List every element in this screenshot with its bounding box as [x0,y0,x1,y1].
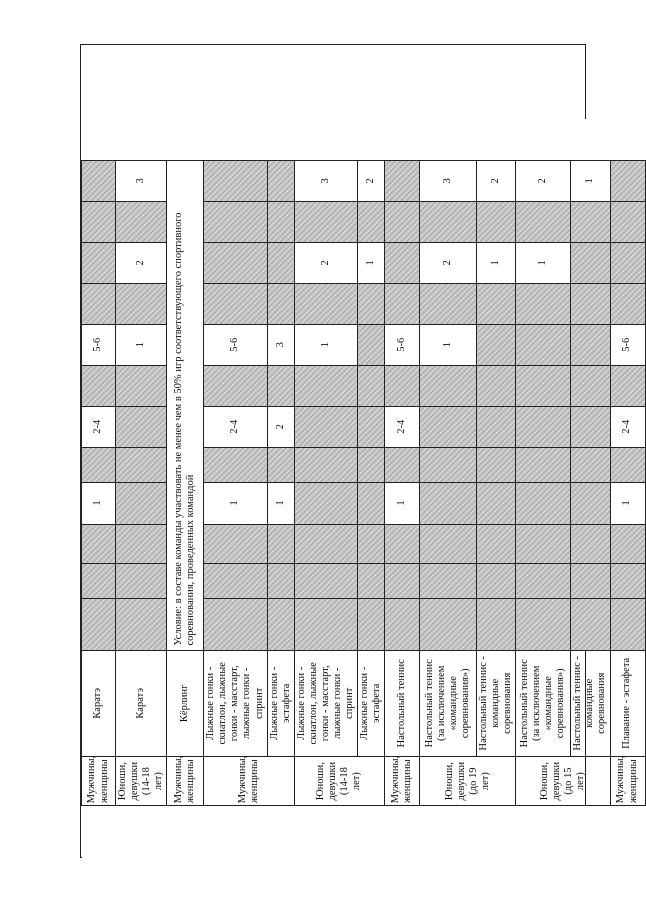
margin-cell [385,119,420,160]
shaded-cell [82,365,116,406]
shaded-cell [420,564,477,599]
margin-cell [167,119,204,160]
place-value-cell: 2-4 [204,406,267,447]
table-row [571,46,610,860]
margin-cell [204,119,267,160]
shaded-cell [204,283,267,324]
shaded-cell [358,482,385,524]
shaded-cell [204,447,267,482]
shaded-cell [116,365,167,406]
shaded-cell [477,524,516,564]
shaded-cell [516,564,571,599]
shaded-cell [204,242,267,283]
shaded-cell [477,283,516,324]
shaded-cell [358,564,385,599]
place-value-cell: 5-6 [204,324,267,365]
category-cell: Юноши, девушки (14-18 лет) [116,757,167,806]
shaded-cell [477,201,516,242]
shaded-cell [477,406,516,447]
shaded-cell [267,564,294,599]
discipline-cell: Каратэ [116,650,167,757]
shaded-cell [294,482,357,524]
shaded-cell [267,599,294,650]
shaded-cell [516,365,571,406]
shaded-cell [385,242,420,283]
shaded-cell [610,447,645,482]
table-row [516,46,571,860]
shaded-cell [82,564,116,599]
shaded-cell [610,599,645,650]
shaded-cell [610,365,645,406]
shaded-cell [204,160,267,201]
place-value-cell: 2-4 [385,406,420,447]
discipline-cell: Лыжные гонки - эстафета [267,650,294,757]
place-value-cell: 5-6 [385,324,420,365]
category-cell: Юноши, девушки (до 19 лет) [420,757,516,806]
shaded-cell [516,524,571,564]
shaded-cell [294,201,357,242]
discipline-cell: Настольный теннис - командные соревнования [571,650,610,757]
place-value-cell: 1 [420,324,477,365]
shaded-cell [385,599,420,650]
place-value-cell: 2 [358,160,385,201]
shaded-cell [116,447,167,482]
place-value-cell: 1 [294,324,357,365]
shaded-cell [571,324,610,365]
margin-cell [116,119,167,160]
shaded-cell [267,283,294,324]
shaded-cell [116,201,167,242]
place-value-cell: 5-6 [82,324,116,365]
shaded-cell [571,524,610,564]
shaded-cell [204,201,267,242]
shaded-cell [82,283,116,324]
shaded-cell [267,365,294,406]
margin-cell [116,806,167,859]
shaded-cell [385,524,420,564]
shaded-cell [420,201,477,242]
place-value-cell: 1 [610,482,645,524]
shaded-cell [358,324,385,365]
shaded-cell [571,201,610,242]
place-value-cell: 5-6 [610,324,645,365]
place-value-cell: 2-4 [82,406,116,447]
table-row [267,46,294,860]
shaded-cell [610,564,645,599]
shaded-cell [116,406,167,447]
margin-cell [358,119,385,160]
shaded-cell [294,283,357,324]
shaded-cell [477,365,516,406]
place-value-cell: 1 [82,482,116,524]
margin-cell [294,119,357,160]
shaded-cell [204,365,267,406]
place-value-cell: 1 [477,242,516,283]
place-value-cell: 3 [420,160,477,201]
shaded-cell [116,482,167,524]
shaded-cell [82,524,116,564]
category-cell: Юноши, девушки (до 15 лет) [516,757,610,806]
shaded-cell [420,482,477,524]
margin-cell [420,806,477,859]
shaded-cell [420,365,477,406]
shaded-cell [204,564,267,599]
place-value-cell: 2 [267,406,294,447]
margin-cell [477,119,516,160]
shaded-cell [516,406,571,447]
table-row [204,46,267,860]
shaded-cell [477,324,516,365]
margin-cell [82,119,116,160]
margin-cell [610,119,645,160]
shaded-cell [358,447,385,482]
shaded-cell [516,482,571,524]
margin-cell [420,119,477,160]
shaded-cell [116,599,167,650]
margin-cell [267,119,294,160]
shaded-cell [267,447,294,482]
shaded-cell [358,599,385,650]
place-value-cell: 1 [116,324,167,365]
discipline-cell: Лыжные гонки - скиатлон, лыжные гонки - масстарт, лыжные гонки - спринт [204,650,267,757]
shaded-cell [82,599,116,650]
shaded-cell [385,160,420,201]
condition-note: Условие: в составе команды участвовать не менее чем в 50% игр соответствующего спортивного соревнования, проведенных командой [167,160,204,650]
shaded-cell [385,283,420,324]
discipline-cell: Настольный теннис (за исключением «командные соревнования») [420,650,477,757]
shaded-cell [610,242,645,283]
shaded-cell [358,406,385,447]
shaded-cell [610,160,645,201]
margin-cell [516,806,571,859]
shaded-cell [82,242,116,283]
margin-cell [385,806,420,859]
place-value-cell: 1 [571,160,610,201]
place-value-cell: 1 [267,482,294,524]
margin-cell [571,806,610,859]
discipline-cell: Настольный теннис - командные соревнования [477,650,516,757]
shaded-cell [82,447,116,482]
margin-cell [516,119,571,160]
place-value-cell: 1 [516,242,571,283]
shaded-cell [477,599,516,650]
discipline-cell: Настольный теннис [385,650,420,757]
shaded-cell [294,599,357,650]
category-cell: Мужчины, женщины [167,757,204,806]
place-value-cell: 2-4 [610,406,645,447]
shaded-cell [385,564,420,599]
shaded-cell [267,242,294,283]
shaded-cell [420,283,477,324]
category-cell: Мужчины, женщины [82,757,116,806]
shaded-cell [385,201,420,242]
category-cell: Мужчины, женщины [610,757,645,806]
shaded-cell [571,482,610,524]
shaded-cell [294,365,357,406]
table-row [116,46,167,860]
shaded-cell [420,406,477,447]
table-row [167,46,204,860]
shaded-cell [516,324,571,365]
table-row [294,46,357,860]
shaded-cell [204,524,267,564]
sport-ranks-table [81,45,646,859]
margin-cell [294,806,357,859]
shaded-cell [294,564,357,599]
shaded-cell [420,524,477,564]
discipline-cell: Настольный теннис (за исключением «командные соревнования») [516,650,571,757]
place-value-cell: 1 [385,482,420,524]
shaded-cell [82,160,116,201]
shaded-cell [477,564,516,599]
table-body [82,46,646,860]
discipline-cell: Лыжные гонки - скиатлон, лыжные гонки - масстарт, лыжные гонки - спринт [294,650,357,757]
place-value-cell: 1 [358,242,385,283]
shaded-cell [571,242,610,283]
shaded-cell [358,365,385,406]
shaded-cell [204,599,267,650]
place-value-cell: 3 [116,160,167,201]
place-value-cell: 1 [204,482,267,524]
shaded-cell [116,524,167,564]
shaded-cell [420,447,477,482]
discipline-cell: Кёрлинг [167,650,204,757]
shaded-cell [571,406,610,447]
margin-cell [82,806,116,859]
table-row [420,46,477,860]
table-row [477,46,516,860]
shaded-cell [358,283,385,324]
shaded-cell [610,201,645,242]
place-value-cell: 2 [477,160,516,201]
margin-cell [204,806,267,859]
shaded-cell [267,201,294,242]
place-value-cell: 2 [294,242,357,283]
shaded-cell [516,599,571,650]
category-cell: Мужчины, женщины [385,757,420,806]
shaded-cell [610,283,645,324]
shaded-cell [294,524,357,564]
shaded-cell [358,201,385,242]
margin-cell [267,806,294,859]
shaded-cell [358,524,385,564]
rotated-table-frame [80,44,639,858]
table-row [610,46,645,860]
shaded-cell [267,524,294,564]
discipline-cell: Плавание - эстафета [610,650,645,757]
margin-cell [571,119,610,160]
place-value-cell: 3 [294,160,357,201]
shaded-cell [571,599,610,650]
shaded-cell [477,482,516,524]
shaded-cell [385,365,420,406]
shaded-cell [571,365,610,406]
margin-cell [477,806,516,859]
place-value-cell: 2 [516,160,571,201]
shaded-cell [571,447,610,482]
category-cell: Юноши, девушки (14-18 лет) [294,757,384,806]
table-rotator [81,45,639,859]
discipline-cell: Каратэ [82,650,116,757]
table-row [385,46,420,860]
table-row [82,46,116,860]
margin-cell [358,806,385,859]
table-row [358,46,385,860]
shaded-cell [571,283,610,324]
shaded-cell [516,283,571,324]
shaded-cell [516,447,571,482]
place-value-cell: 2 [420,242,477,283]
shaded-cell [294,447,357,482]
category-cell: Мужчины, женщины [204,757,294,806]
discipline-cell: Лыжные гонки - эстафета [358,650,385,757]
shaded-cell [82,201,116,242]
place-value-cell: 3 [267,324,294,365]
shaded-cell [571,564,610,599]
shaded-cell [116,564,167,599]
shaded-cell [516,201,571,242]
shaded-cell [420,599,477,650]
shaded-cell [267,160,294,201]
shaded-cell [116,283,167,324]
place-value-cell: 2 [116,242,167,283]
shaded-cell [477,447,516,482]
shaded-cell [610,524,645,564]
margin-cell [610,806,645,859]
shaded-cell [294,406,357,447]
shaded-cell [385,447,420,482]
margin-cell [167,806,204,859]
